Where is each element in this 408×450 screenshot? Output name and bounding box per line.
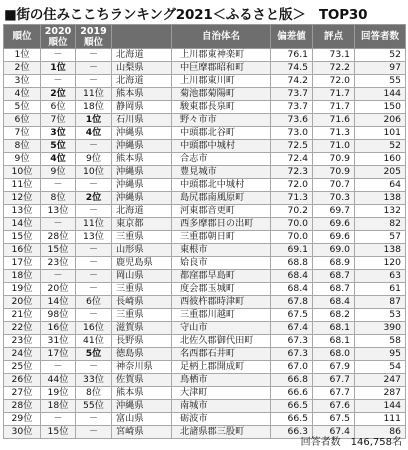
cell-municipality: 豊見城市 bbox=[172, 166, 271, 179]
cell-municipality: 鳥栖市 bbox=[172, 374, 271, 387]
cell-prefecture: 長野県 bbox=[112, 335, 172, 348]
cell-rank-2019: － bbox=[76, 426, 112, 439]
cell-responses: 138 bbox=[355, 244, 406, 257]
cell-deviation: 68.4 bbox=[271, 283, 313, 296]
cell-prefecture: 山形県 bbox=[112, 244, 172, 257]
cell-prefecture: 宮崎県 bbox=[112, 426, 172, 439]
cell-score: 73.1 bbox=[313, 49, 355, 62]
cell-rank-2020: 2位 bbox=[41, 88, 76, 101]
cell-rank-2019: 6位 bbox=[76, 296, 112, 309]
cell-score: 71.7 bbox=[313, 101, 355, 114]
cell-score: 71.7 bbox=[313, 88, 355, 101]
cell-score: 67.6 bbox=[313, 400, 355, 413]
cell-prefecture: 沖縄県 bbox=[112, 140, 172, 153]
cell-rank-2020: 13位 bbox=[41, 205, 76, 218]
cell-responses: 55 bbox=[355, 75, 406, 88]
cell-rank-2019: － bbox=[76, 49, 112, 62]
cell-rank-2019: － bbox=[76, 62, 112, 75]
page-title: ■街の住みここちランキング2021＜ふるさと版＞ TOP30 bbox=[4, 7, 368, 23]
cell-municipality: 北諸県郡三股町 bbox=[172, 426, 271, 439]
cell-responses: 150 bbox=[355, 101, 406, 114]
cell-rank: 2位 bbox=[4, 62, 41, 75]
cell-rank: 20位 bbox=[4, 296, 41, 309]
cell-municipality: 上川郡東川町 bbox=[172, 75, 271, 88]
cell-prefecture: 三重県 bbox=[112, 283, 172, 296]
cell-municipality: 島尻郡南風原町 bbox=[172, 192, 271, 205]
table-row bbox=[4, 140, 406, 153]
cell-responses: 111 bbox=[355, 413, 406, 426]
cell-prefecture: 北海道 bbox=[112, 49, 172, 62]
cell-rank-2020: 20位 bbox=[41, 283, 76, 296]
cell-rank: 17位 bbox=[4, 257, 41, 270]
cell-deviation: 70.0 bbox=[271, 218, 313, 231]
cell-score: 69.6 bbox=[313, 231, 355, 244]
table-row bbox=[4, 75, 406, 88]
cell-deviation: 73.0 bbox=[271, 127, 313, 140]
cell-municipality: 中巨摩郡昭和町 bbox=[172, 62, 271, 75]
cell-prefecture: 滋賀県 bbox=[112, 322, 172, 335]
cell-deviation: 73.7 bbox=[271, 88, 313, 101]
cell-rank: 9位 bbox=[4, 153, 41, 166]
cell-municipality: 野々市市 bbox=[172, 114, 271, 127]
cell-responses: 144 bbox=[355, 88, 406, 101]
header-rank-2019-year: 2019 bbox=[80, 25, 107, 37]
cell-rank: 15位 bbox=[4, 231, 41, 244]
cell-municipality: 中頭郡北中城村 bbox=[172, 179, 271, 192]
cell-deviation: 67.4 bbox=[271, 322, 313, 335]
cell-rank: 24位 bbox=[4, 348, 41, 361]
cell-rank-2019: － bbox=[76, 179, 112, 192]
cell-rank: 6位 bbox=[4, 114, 41, 127]
table-body bbox=[4, 49, 406, 439]
cell-score: 69.6 bbox=[313, 218, 355, 231]
cell-rank-2019: 2位 bbox=[76, 192, 112, 205]
cell-municipality: 砺波市 bbox=[172, 413, 271, 426]
table-row bbox=[4, 374, 406, 387]
cell-score: 67.4 bbox=[313, 426, 355, 439]
table-row bbox=[4, 127, 406, 140]
cell-rank-2020: 18位 bbox=[41, 400, 76, 413]
cell-prefecture: 佐賀県 bbox=[112, 374, 172, 387]
cell-prefecture: 静岡県 bbox=[112, 101, 172, 114]
table-row bbox=[4, 361, 406, 374]
cell-score: 72.0 bbox=[313, 75, 355, 88]
cell-rank-2020: 7位 bbox=[41, 114, 76, 127]
cell-deviation: 68.8 bbox=[271, 257, 313, 270]
cell-rank: 10位 bbox=[4, 166, 41, 179]
cell-prefecture: 熊本県 bbox=[112, 88, 172, 101]
cell-municipality: 菊池郡菊陽町 bbox=[172, 88, 271, 101]
cell-responses: 390 bbox=[355, 322, 406, 335]
cell-score: 68.1 bbox=[313, 322, 355, 335]
cell-prefecture: 沖縄県 bbox=[112, 179, 172, 192]
table-row bbox=[4, 49, 406, 62]
cell-rank: 3位 bbox=[4, 75, 41, 88]
cell-rank: 18位 bbox=[4, 270, 41, 283]
cell-rank-2020: 15位 bbox=[41, 244, 76, 257]
cell-rank: 14位 bbox=[4, 218, 41, 231]
cell-rank-2020: 16位 bbox=[41, 322, 76, 335]
cell-deviation: 66.5 bbox=[271, 413, 313, 426]
cell-rank-2020: 31位 bbox=[41, 335, 76, 348]
cell-score: 67.5 bbox=[313, 413, 355, 426]
cell-municipality: 姶良市 bbox=[172, 257, 271, 270]
cell-score: 71.0 bbox=[313, 140, 355, 153]
cell-responses: 160 bbox=[355, 153, 406, 166]
cell-rank-2019: － bbox=[76, 361, 112, 374]
table-row bbox=[4, 231, 406, 244]
cell-rank-2019: － bbox=[76, 205, 112, 218]
cell-rank-2020: 4位 bbox=[41, 153, 76, 166]
cell-rank-2019: － bbox=[76, 283, 112, 296]
cell-score: 68.0 bbox=[313, 348, 355, 361]
cell-municipality: 南城市 bbox=[172, 400, 271, 413]
cell-rank-2019: 16位 bbox=[76, 322, 112, 335]
cell-responses: 287 bbox=[355, 387, 406, 400]
header-score: 評点 bbox=[313, 25, 355, 49]
header-municipality: 自治体名 bbox=[172, 25, 271, 49]
cell-responses: 205 bbox=[355, 166, 406, 179]
cell-rank: 5位 bbox=[4, 101, 41, 114]
cell-rank: 11位 bbox=[4, 179, 41, 192]
cell-responses: 87 bbox=[355, 296, 406, 309]
cell-score: 68.9 bbox=[313, 257, 355, 270]
cell-rank-2019: － bbox=[76, 257, 112, 270]
cell-rank-2020: － bbox=[41, 270, 76, 283]
cell-deviation: 66.5 bbox=[271, 400, 313, 413]
cell-prefecture: 岡山県 bbox=[112, 270, 172, 283]
cell-rank-2020: 6位 bbox=[41, 101, 76, 114]
cell-rank: 7位 bbox=[4, 127, 41, 140]
table-row bbox=[4, 322, 406, 335]
cell-responses: 95 bbox=[355, 348, 406, 361]
cell-municipality: 上川郡東神楽町 bbox=[172, 49, 271, 62]
cell-rank-2020: － bbox=[41, 361, 76, 374]
cell-municipality: 足柄上郡開成町 bbox=[172, 361, 271, 374]
cell-prefecture: 山梨県 bbox=[112, 62, 172, 75]
cell-responses: 86 bbox=[355, 426, 406, 439]
cell-municipality: 都窪郡早島町 bbox=[172, 270, 271, 283]
cell-deviation: 76.1 bbox=[271, 49, 313, 62]
cell-municipality: 河東郡音更町 bbox=[172, 205, 271, 218]
cell-prefecture: 長崎県 bbox=[112, 296, 172, 309]
cell-deviation: 73.7 bbox=[271, 101, 313, 114]
cell-score: 70.7 bbox=[313, 179, 355, 192]
cell-rank-2019: － bbox=[76, 75, 112, 88]
header-rank-2019 bbox=[76, 25, 112, 49]
cell-rank-2019: 5位 bbox=[76, 348, 112, 361]
cell-rank: 13位 bbox=[4, 205, 41, 218]
cell-rank-2020: 19位 bbox=[41, 387, 76, 400]
table-row bbox=[4, 348, 406, 361]
cell-score: 68.7 bbox=[313, 283, 355, 296]
cell-prefecture: 三重県 bbox=[112, 231, 172, 244]
ranking-table bbox=[3, 24, 406, 439]
cell-rank-2020: 28位 bbox=[41, 231, 76, 244]
cell-responses: 82 bbox=[355, 218, 406, 231]
cell-score: 72.2 bbox=[313, 62, 355, 75]
cell-rank: 12位 bbox=[4, 192, 41, 205]
cell-rank-2020: － bbox=[41, 75, 76, 88]
table-row bbox=[4, 88, 406, 101]
cell-deviation: 67.0 bbox=[271, 361, 313, 374]
table-row bbox=[4, 309, 406, 322]
header-rank-2020 bbox=[41, 25, 76, 49]
cell-rank-2019: 55位 bbox=[76, 400, 112, 413]
respondent-total: 回答者数 146,758名 bbox=[300, 437, 402, 448]
cell-deviation: 69.1 bbox=[271, 244, 313, 257]
cell-deviation: 72.0 bbox=[271, 179, 313, 192]
cell-deviation: 74.5 bbox=[271, 62, 313, 75]
cell-rank-2019: － bbox=[76, 244, 112, 257]
cell-rank-2020: 17位 bbox=[41, 348, 76, 361]
cell-prefecture: 鹿児島県 bbox=[112, 257, 172, 270]
cell-municipality: 三重郡朝日町 bbox=[172, 231, 271, 244]
cell-deviation: 68.4 bbox=[271, 270, 313, 283]
table-row bbox=[4, 179, 406, 192]
table-row bbox=[4, 270, 406, 283]
cell-rank: 22位 bbox=[4, 322, 41, 335]
cell-responses: 61 bbox=[355, 283, 406, 296]
header-responses: 回答者数 bbox=[355, 25, 406, 49]
table-row bbox=[4, 257, 406, 270]
table-row bbox=[4, 413, 406, 426]
cell-responses: 63 bbox=[355, 270, 406, 283]
cell-municipality: 西多摩郡日の出町 bbox=[172, 218, 271, 231]
cell-rank-2019: 4位 bbox=[76, 127, 112, 140]
header-rank: 順位 bbox=[4, 25, 41, 49]
table-row bbox=[4, 101, 406, 114]
cell-rank-2019: 10位 bbox=[76, 166, 112, 179]
table-row bbox=[4, 153, 406, 166]
cell-prefecture: 北海道 bbox=[112, 205, 172, 218]
cell-rank: 28位 bbox=[4, 400, 41, 413]
cell-rank-2019: 11位 bbox=[76, 88, 112, 101]
cell-responses: 97 bbox=[355, 62, 406, 75]
cell-rank: 19位 bbox=[4, 283, 41, 296]
cell-score: 68.1 bbox=[313, 335, 355, 348]
cell-rank-2019: － bbox=[76, 270, 112, 283]
cell-deviation: 67.3 bbox=[271, 348, 313, 361]
cell-rank-2019: 8位 bbox=[76, 387, 112, 400]
cell-responses: 206 bbox=[355, 114, 406, 127]
cell-responses: 54 bbox=[355, 361, 406, 374]
cell-score: 70.9 bbox=[313, 166, 355, 179]
header-prefecture bbox=[112, 25, 172, 49]
cell-deviation: 70.0 bbox=[271, 231, 313, 244]
cell-prefecture: 三重県 bbox=[112, 309, 172, 322]
cell-responses: 57 bbox=[355, 231, 406, 244]
cell-prefecture: 熊本県 bbox=[112, 153, 172, 166]
cell-deviation: 71.3 bbox=[271, 192, 313, 205]
cell-deviation: 73.6 bbox=[271, 114, 313, 127]
cell-score: 68.2 bbox=[313, 309, 355, 322]
cell-rank-2020: 9位 bbox=[41, 166, 76, 179]
cell-municipality: 三重郡川越町 bbox=[172, 309, 271, 322]
cell-responses: 144 bbox=[355, 400, 406, 413]
cell-responses: 53 bbox=[355, 309, 406, 322]
cell-deviation: 66.3 bbox=[271, 426, 313, 439]
cell-responses: 138 bbox=[355, 192, 406, 205]
table-row bbox=[4, 205, 406, 218]
cell-rank-2020: 8位 bbox=[41, 192, 76, 205]
cell-rank: 8位 bbox=[4, 140, 41, 153]
table-row bbox=[4, 335, 406, 348]
cell-rank-2020: 5位 bbox=[41, 140, 76, 153]
cell-score: 69.0 bbox=[313, 244, 355, 257]
cell-responses: 132 bbox=[355, 205, 406, 218]
cell-responses: 58 bbox=[355, 335, 406, 348]
cell-deviation: 66.8 bbox=[271, 374, 313, 387]
cell-rank: 1位 bbox=[4, 49, 41, 62]
table-row bbox=[4, 244, 406, 257]
cell-rank: 16位 bbox=[4, 244, 41, 257]
cell-prefecture: 富山県 bbox=[112, 413, 172, 426]
cell-municipality: 守山市 bbox=[172, 322, 271, 335]
cell-deviation: 67.8 bbox=[271, 296, 313, 309]
header-rank-2020-year: 2020 bbox=[44, 25, 72, 37]
table-row bbox=[4, 283, 406, 296]
cell-deviation: 72.3 bbox=[271, 166, 313, 179]
cell-prefecture: 沖縄県 bbox=[112, 166, 172, 179]
cell-responses: 52 bbox=[355, 140, 406, 153]
cell-score: 68.7 bbox=[313, 270, 355, 283]
table-header-row bbox=[4, 25, 406, 49]
cell-deviation: 66.6 bbox=[271, 387, 313, 400]
cell-municipality: 合志市 bbox=[172, 153, 271, 166]
table-row bbox=[4, 114, 406, 127]
cell-municipality: 中頭郡北谷町 bbox=[172, 127, 271, 140]
cell-score: 71.6 bbox=[313, 114, 355, 127]
cell-rank-2020: 98位 bbox=[41, 309, 76, 322]
cell-score: 71.3 bbox=[313, 127, 355, 140]
cell-deviation: 72.4 bbox=[271, 153, 313, 166]
cell-rank-2019: 1位 bbox=[76, 114, 112, 127]
cell-rank-2020: － bbox=[41, 218, 76, 231]
cell-rank-2019: 41位 bbox=[76, 335, 112, 348]
cell-responses: 101 bbox=[355, 127, 406, 140]
cell-prefecture: 北海道 bbox=[112, 75, 172, 88]
cell-score: 67.7 bbox=[313, 374, 355, 387]
header-rank-2019-label: 順位 bbox=[83, 36, 103, 48]
cell-prefecture: 沖縄県 bbox=[112, 192, 172, 205]
cell-prefecture: 沖縄県 bbox=[112, 400, 172, 413]
cell-rank: 21位 bbox=[4, 309, 41, 322]
cell-rank: 4位 bbox=[4, 88, 41, 101]
cell-prefecture: 石川県 bbox=[112, 114, 172, 127]
cell-responses: 52 bbox=[355, 49, 406, 62]
cell-municipality: 名西郡石井町 bbox=[172, 348, 271, 361]
table-row bbox=[4, 192, 406, 205]
cell-rank: 26位 bbox=[4, 374, 41, 387]
cell-score: 67.9 bbox=[313, 361, 355, 374]
cell-rank: 23位 bbox=[4, 335, 41, 348]
header-deviation: 偏差値 bbox=[271, 25, 313, 49]
cell-rank-2019: 13位 bbox=[76, 231, 112, 244]
cell-deviation: 70.2 bbox=[271, 205, 313, 218]
cell-rank-2020: － bbox=[41, 413, 76, 426]
cell-prefecture: 神奈川県 bbox=[112, 361, 172, 374]
table-row bbox=[4, 387, 406, 400]
table-row bbox=[4, 296, 406, 309]
cell-rank-2019: 33位 bbox=[76, 374, 112, 387]
cell-municipality: 北佐久郡御代田町 bbox=[172, 335, 271, 348]
cell-prefecture: 沖縄県 bbox=[112, 127, 172, 140]
cell-municipality: 西彼杵郡時津町 bbox=[172, 296, 271, 309]
cell-rank-2019: 9位 bbox=[76, 153, 112, 166]
cell-score: 68.4 bbox=[313, 296, 355, 309]
cell-rank-2020: 1位 bbox=[41, 62, 76, 75]
cell-deviation: 72.5 bbox=[271, 140, 313, 153]
cell-rank-2020: 23位 bbox=[41, 257, 76, 270]
cell-deviation: 74.2 bbox=[271, 75, 313, 88]
cell-deviation: 67.3 bbox=[271, 335, 313, 348]
cell-rank: 27位 bbox=[4, 387, 41, 400]
cell-rank-2020: － bbox=[41, 49, 76, 62]
cell-rank: 29位 bbox=[4, 413, 41, 426]
cell-municipality: 駿東郡長泉町 bbox=[172, 101, 271, 114]
cell-deviation: 67.5 bbox=[271, 309, 313, 322]
cell-rank-2019: － bbox=[76, 413, 112, 426]
cell-rank-2020: － bbox=[41, 179, 76, 192]
cell-rank-2019: 11位 bbox=[76, 218, 112, 231]
cell-prefecture: 熊本県 bbox=[112, 387, 172, 400]
cell-responses: 247 bbox=[355, 374, 406, 387]
cell-score: 70.9 bbox=[313, 153, 355, 166]
cell-rank-2020: 3位 bbox=[41, 127, 76, 140]
cell-rank-2019: － bbox=[76, 309, 112, 322]
cell-score: 67.7 bbox=[313, 387, 355, 400]
cell-municipality: 中頭郡中城村 bbox=[172, 140, 271, 153]
cell-municipality: 東根市 bbox=[172, 244, 271, 257]
cell-prefecture: 徳島県 bbox=[112, 348, 172, 361]
cell-rank: 25位 bbox=[4, 361, 41, 374]
cell-score: 70.3 bbox=[313, 192, 355, 205]
cell-rank-2020: 44位 bbox=[41, 374, 76, 387]
cell-rank-2020: 15位 bbox=[41, 426, 76, 439]
cell-prefecture: 東京都 bbox=[112, 218, 172, 231]
cell-rank-2020: 14位 bbox=[41, 296, 76, 309]
cell-score: 69.7 bbox=[313, 205, 355, 218]
table-row bbox=[4, 400, 406, 413]
table-row bbox=[4, 218, 406, 231]
header-rank-2020-label: 順位 bbox=[48, 36, 68, 48]
cell-responses: 64 bbox=[355, 179, 406, 192]
cell-rank-2019: 18位 bbox=[76, 101, 112, 114]
cell-municipality: 大津町 bbox=[172, 387, 271, 400]
cell-rank-2019: － bbox=[76, 140, 112, 153]
table-row bbox=[4, 62, 406, 75]
table-row bbox=[4, 166, 406, 179]
cell-municipality: 度会郡玉城町 bbox=[172, 283, 271, 296]
cell-rank: 30位 bbox=[4, 426, 41, 439]
cell-responses: 120 bbox=[355, 257, 406, 270]
